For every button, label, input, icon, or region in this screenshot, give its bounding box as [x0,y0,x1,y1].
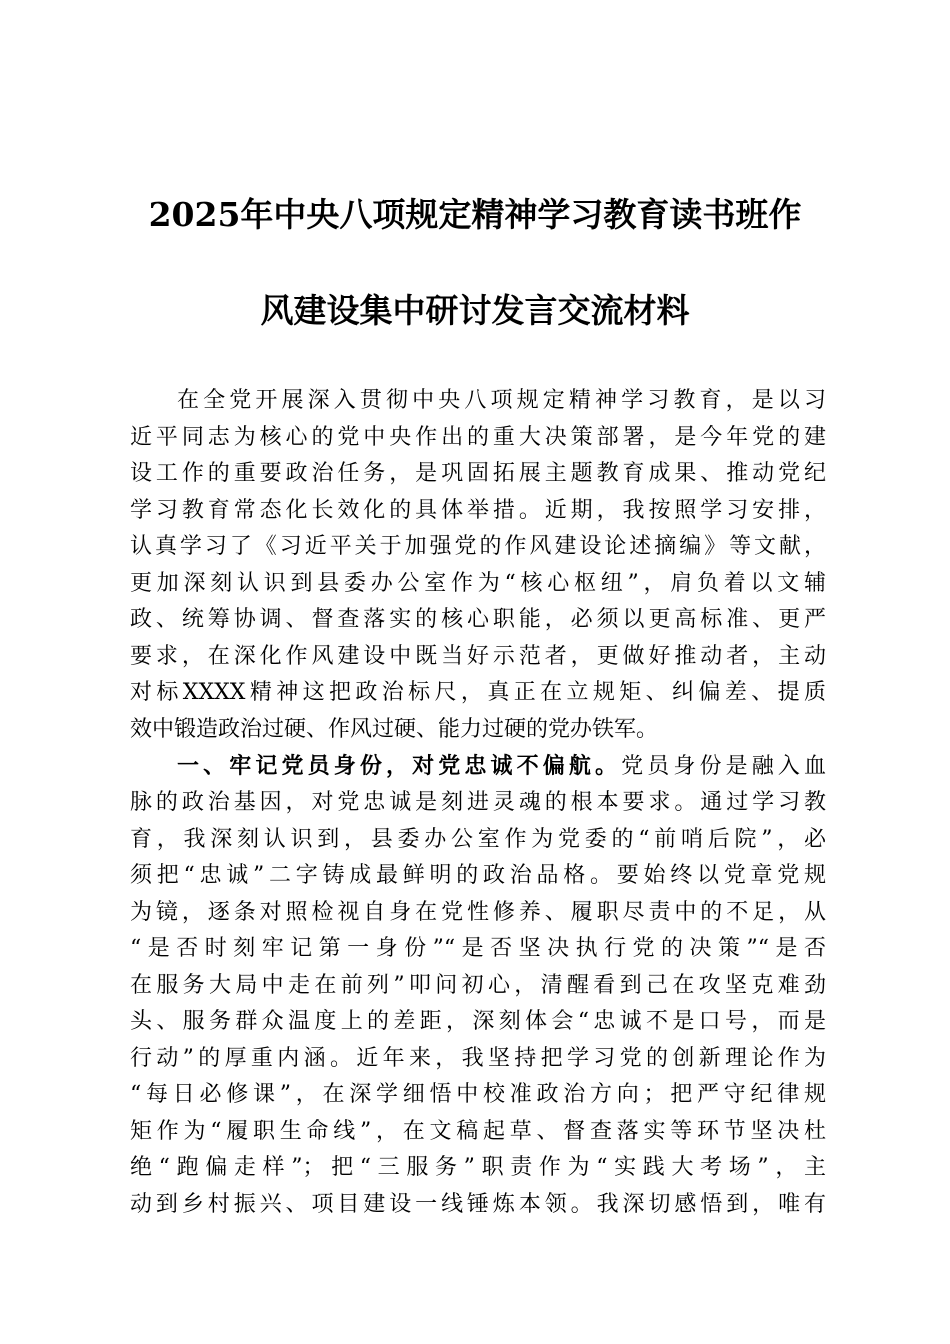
document-body [130,383,826,1224]
paragraph-1-line: 对标XXXX精神这把政治标尺，真正在立规矩、纠偏差、提质 [130,680,826,706]
document-title-line-1: 2025年中央八项规定精神学习教育读书班作 [148,195,802,234]
section-1-line: “是否时刻牢记第一身份”“是否坚决执行党的决策”“是否 [130,936,826,962]
section-1-first-line [130,748,826,785]
paragraph-1-line: 设工作的重要政治任务，是巩固拓展主题教育成果、推动党纪 [130,461,826,487]
paragraph-1-line: 效中锻造政治过硬、作风过硬、能力过硬的党办铁军。 [130,716,659,742]
section-1-line: “每日必修课”，在深学细悟中校准政治方向；把严守纪律规 [130,1082,826,1108]
section-1-line: 动到乡村振兴、项目建设一线锤炼本领。我深切感悟到，唯有 [130,1192,826,1218]
paragraph-1-line: 认真学习了《习近平关于加强党的作风建设论述摘编》等文献， [130,534,826,560]
section-1-line: 在服务大局中走在前列”叩问初心，清醒看到己在攻坚克难劲 [130,972,826,998]
paragraph-1-line: 要求，在深化作风建设中既当好示范者，更做好推动者，主动 [130,643,826,669]
section-1-line: 绝“跑偏走样”；把“三服务”职责作为“实践大考场”，主 [130,1155,826,1181]
section-1-heading: 一、牢记党员身份，对党忠诚不偏航。 [177,753,622,780]
section-1-line: 矩作为“履职生命线”，在文稿起草、督查落实等环节坚决杜 [130,1118,826,1144]
section-1-line: 为镜，逐条对照检视自身在党性修养、履职尽责中的不足，从 [130,899,826,925]
paragraph-1-line: 政、统筹协调、督查落实的核心职能，必须以更高标准、更严 [130,607,826,633]
section-1-line: 须把“忠诚”二字铸成最鲜明的政治品格。要始终以党章党规 [130,863,826,889]
paragraph-1-line: 在全党开展深入贯彻中央八项规定精神学习教育，是以习 [177,388,826,413]
section-1-line: 头、服务群众温度上的差距，深刻体会“忠诚不是口号，而是 [130,1009,826,1035]
document-title-line-2: 风建设集中研讨发言交流材料 [260,291,690,330]
section-1-line: 育，我深刻认识到，县委办公室作为党委的“前哨后院”，必 [130,826,826,852]
section-1-line: 脉的政治基因，对党忠诚是刻进灵魂的根本要求。通过学习教 [130,790,826,816]
section-1-line: 行动”的厚重内涵。近年来，我坚持把学习党的创新理论作为 [130,1045,826,1071]
paragraph-1-line: 更加深刻认识到县委办公室作为“核心枢纽”，肩负着以文辅 [130,570,826,596]
paragraph-1-line: 学习教育常态化长效化的具体举措。近期，我按照学习安排， [130,497,826,523]
paragraph-1-line: 近平同志为核心的党中央作出的重大决策部署，是今年党的建 [130,424,826,450]
section-1-first-line-text: 党员身份是融入血 [621,754,826,780]
